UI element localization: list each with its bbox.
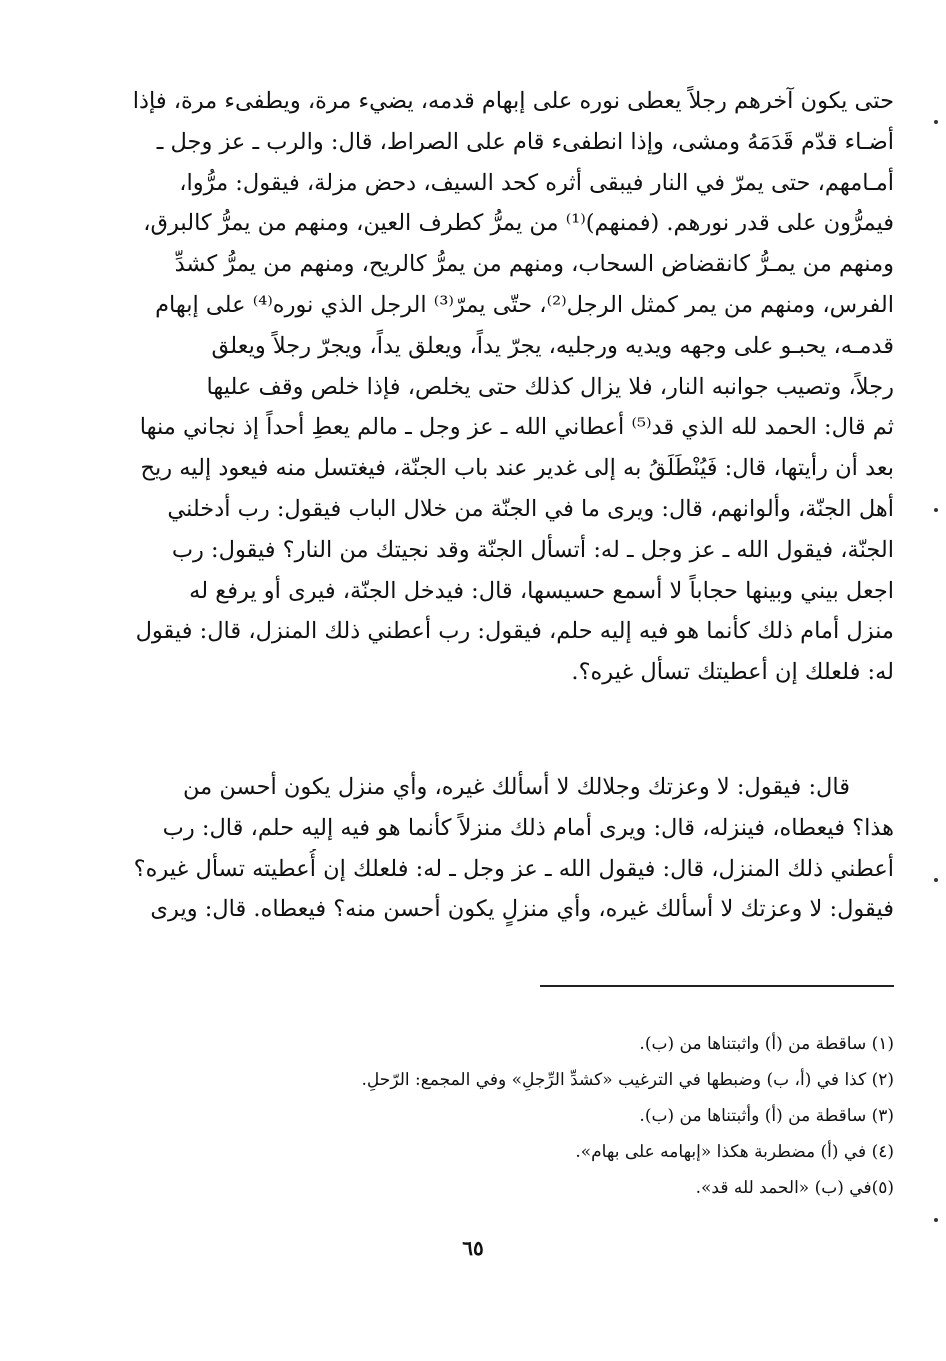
- text-line: منزل أمام ذلك كأنما هو فيه إليه حلم، فيقول: رب أعطني ذلك المنزل، قال: فيقول: [135, 618, 894, 645]
- text-line: الجنّة، فيقول الله ـ عز وجل ـ له: أتسأل الجنّة وقد نجيتك من النار؟ فيقول: رب: [171, 536, 894, 563]
- text-line: ومنهم من يمـرُّ كانقضاض السحاب، ومنهم من يمرُّ كالريح، ومنهم من يمرُّ كشدِّ: [174, 251, 894, 278]
- text-line: ثم قال: الحمد لله الذي قد⁽⁵⁾ أعطاني الله ـ عز وجل ـ مالم يعطِ أحداً إذ نجاني منها: [139, 414, 894, 441]
- margin-dot: [934, 508, 938, 512]
- footnote-2: (٢) كذا في (أ، ب) وضبطها في الترغيب «كشدِّ الرِّجلِ» وفي المجمع: الرّحلِ.: [361, 1070, 894, 1090]
- margin-dot: [934, 1218, 938, 1222]
- page-number: ٦٥: [462, 1236, 484, 1260]
- text-line: له: فلعلك إن أعطيتك تسأل غيره؟.: [571, 659, 894, 686]
- paragraph-2: [128, 767, 894, 930]
- text-line: قدمـه، يحبـو على وجهه ويديه ورجليه، يجرّ يداً، ويعلق يداً، ويجرّ رجلاً ويعلق: [211, 332, 894, 359]
- margin-dot: [934, 120, 938, 124]
- text-line: اجعل بيني وبينها حجاباً لا أسمع حسيسها، قال: فيدخل الجنّة، فيرى أو يرفع له: [189, 577, 894, 604]
- text-line: بعد أن رأيتها، قال: فَيُنْطَلَقُ به إلى غدير عند باب الجنّة، فيغتسل منه فيعود إليه ريح: [140, 455, 894, 482]
- text-line: حتى يكون آخرهم رجلاً يعطى نوره على إبهام قدمه، يضيء مرة، ويطفىء مرة، فإذا: [132, 88, 894, 114]
- footnote-divider: [540, 985, 894, 987]
- text-line: فيمرُّون على قدر نورهم. (فمنهم)⁽¹⁾ من يمرُّ كطرف العين، ومنهم من يمرُّ كالبرق،: [143, 210, 894, 237]
- footnote-4: (٤) في (أ) مضطربة هكذا «إبهامه على بهام».: [575, 1142, 894, 1162]
- footnote-1: (١) ساقطة من (أ) واثبتناها من (ب).: [639, 1034, 894, 1054]
- text-line: الفرس، ومنهم من يمر كمثل الرجل⁽²⁾، حتّى يمرّ⁽³⁾ الرجل الذي نوره⁽⁴⁾ على إبهام: [155, 291, 894, 318]
- text-line: أعطني ذلك المنزل، قال: فيقول الله ـ عز وجل ـ له: فلعلك إن أُعطيته تسأل غيره؟: [133, 855, 894, 882]
- text-line: هذا؟ فيعطاه، فينزله، قال: ويرى أمام ذلك منزلاً كأنما هو فيه إليه حلم، قال: رب: [162, 814, 894, 841]
- footnotes: [240, 1026, 894, 1206]
- text-line: أضـاء قدّم قَدَمَهُ ومشى، وإذا انطفىء قام على الصراط، قال: والرب ـ عز وجل ـ: [156, 128, 894, 155]
- footnote-5: (٥)في (ب) «الحمد لله قد».: [695, 1178, 894, 1198]
- paragraph-1: [128, 81, 894, 693]
- text-line: قال: فيقول: لا وعزتك وجلالك لا أسألك غيره، وأي منزل يكون أحسن من: [183, 774, 850, 800]
- margin-dot: [934, 878, 938, 882]
- text-line: أهل الجنّة، وألوانهم، قال: ويرى ما في الجنّة من خلال الباب فيقول: رب أدخلني: [167, 495, 894, 522]
- text-line: أمـامهم، حتى يمرّ في النار فيبقى أثره كحد السيف، دحض مزلة، فيقول: مرُّوا،: [179, 169, 894, 196]
- footnote-3: (٣) ساقطة من (أ) وأثبتناها من (ب).: [639, 1106, 894, 1126]
- text-line: فيقول: لا وعزتك لا أسألك غيره، وأي منزلٍ يكون أحسن منه؟ فيعطاه. قال: ويرى: [150, 896, 894, 923]
- text-line: رجلاً، وتصيب جوانبه النار، فلا يزال كذلك حتى يخلص، فإذا خلص وقف عليها: [206, 373, 894, 400]
